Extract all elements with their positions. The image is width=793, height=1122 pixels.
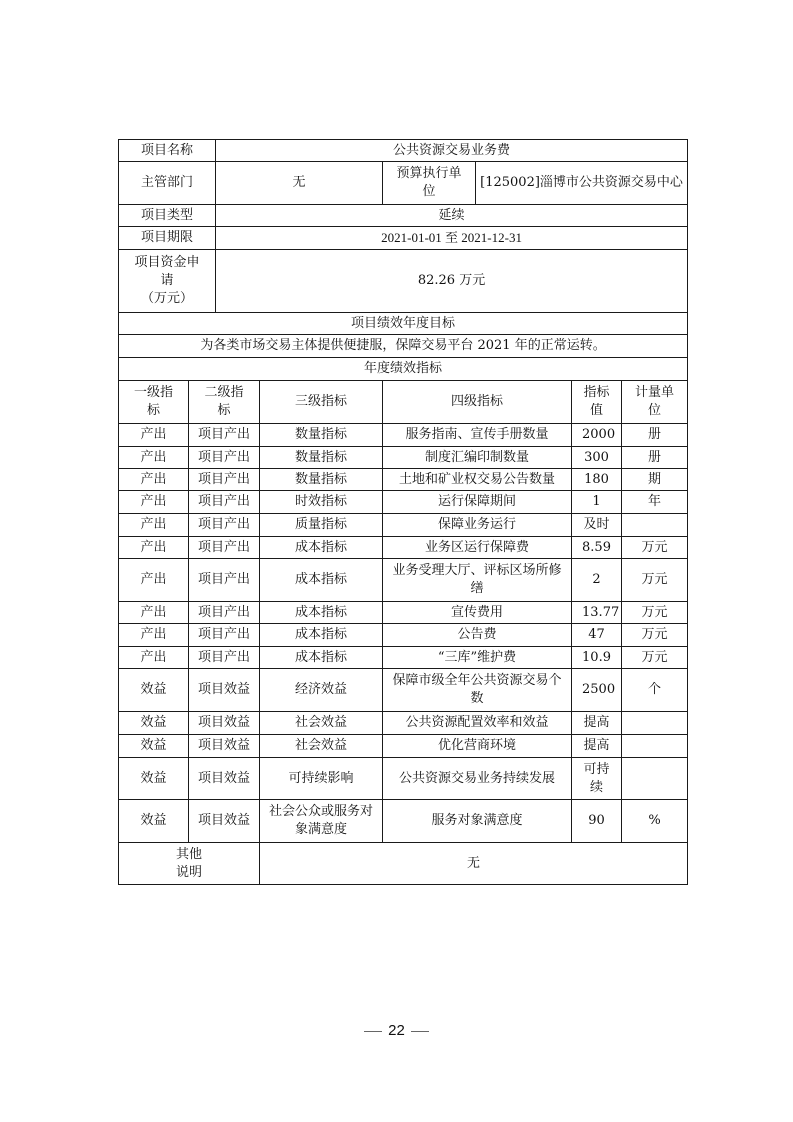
indicator-level1: 产出 bbox=[119, 602, 189, 624]
indicator-level4: 土地和矿业权交易公告数量 bbox=[383, 469, 572, 491]
indicator-level3: 数量指标 bbox=[260, 469, 383, 491]
project-name-label: 项目名称 bbox=[119, 140, 216, 162]
type-value: 延续 bbox=[216, 205, 688, 227]
indicator-row bbox=[119, 735, 688, 758]
indicator-unit: 期 bbox=[622, 469, 688, 491]
indicator-unit bbox=[622, 735, 688, 758]
indicator-level2: 项目产出 bbox=[189, 602, 260, 624]
indicator-row bbox=[119, 647, 688, 669]
indicator-level2: 项目产出 bbox=[189, 469, 260, 491]
indicator-row bbox=[119, 669, 688, 712]
exec-unit-label: 预算执行单位 bbox=[383, 162, 476, 205]
indicator-row bbox=[119, 424, 688, 447]
indicator-level2: 项目产出 bbox=[189, 514, 260, 537]
indicator-unit: 册 bbox=[622, 447, 688, 469]
indicator-level1: 产出 bbox=[119, 514, 189, 537]
indicator-level1: 效益 bbox=[119, 758, 189, 800]
indicator-level3: 成本指标 bbox=[260, 559, 383, 602]
period-label: 项目期限 bbox=[119, 227, 216, 250]
indicator-unit: 年 bbox=[622, 491, 688, 514]
col-header-level4: 四级指标 bbox=[383, 381, 572, 424]
indicator-level2: 项目产出 bbox=[189, 447, 260, 469]
indicator-level3: 成本指标 bbox=[260, 537, 383, 559]
indicator-level1: 效益 bbox=[119, 669, 189, 712]
col-header-value: 指标值 bbox=[572, 381, 622, 424]
row-department bbox=[119, 162, 688, 205]
indicator-level3: 质量指标 bbox=[260, 514, 383, 537]
indicator-level1: 效益 bbox=[119, 800, 189, 843]
indicator-level1: 产出 bbox=[119, 624, 189, 647]
goal-text: 为各类市场交易主体提供便捷服，保障交易平台 2021 年的正常运转。 bbox=[119, 335, 688, 358]
indicator-unit bbox=[622, 514, 688, 537]
indicator-level4: 业务受理大厅、评标区场所修缮 bbox=[383, 559, 572, 602]
indicator-unit: 万元 bbox=[622, 624, 688, 647]
indicator-unit: 个 bbox=[622, 669, 688, 712]
indicator-level4: 保障业务运行 bbox=[383, 514, 572, 537]
indicator-row bbox=[119, 602, 688, 624]
row-funds bbox=[119, 250, 688, 313]
indicator-level4: 优化营商环境 bbox=[383, 735, 572, 758]
indicator-value: 10.9 bbox=[572, 647, 622, 669]
indicator-level1: 产出 bbox=[119, 447, 189, 469]
indicator-unit bbox=[622, 758, 688, 800]
funds-label-line-2: 请 bbox=[160, 273, 174, 288]
indicator-level2: 项目效益 bbox=[189, 712, 260, 735]
indicator-level2: 项目效益 bbox=[189, 800, 260, 843]
indicator-level1: 产出 bbox=[119, 469, 189, 491]
indicator-level3: 数量指标 bbox=[260, 447, 383, 469]
indicator-value: 1 bbox=[572, 491, 622, 514]
indicator-row bbox=[119, 514, 688, 537]
row-other-notes bbox=[119, 843, 688, 885]
indicator-level4: 服务指南、宣传手册数量 bbox=[383, 424, 572, 447]
page-footer bbox=[0, 1022, 793, 1039]
indicator-level2: 项目产出 bbox=[189, 624, 260, 647]
indicator-level4: 公共资源配置效率和效益 bbox=[383, 712, 572, 735]
indicator-unit: 万元 bbox=[622, 559, 688, 602]
other-label bbox=[119, 843, 260, 885]
indicator-value: 2 bbox=[572, 559, 622, 602]
indicator-level1: 产出 bbox=[119, 559, 189, 602]
indicator-level4: 保障市级全年公共资源交易个数 bbox=[383, 669, 572, 712]
indicators-header-row bbox=[119, 381, 688, 424]
indicator-row bbox=[119, 447, 688, 469]
indicators-heading: 年度绩效指标 bbox=[119, 358, 688, 381]
indicator-value: 300 bbox=[572, 447, 622, 469]
indicator-level1: 产出 bbox=[119, 424, 189, 447]
dept-label: 主管部门 bbox=[119, 162, 216, 205]
indicator-value: 提高 bbox=[572, 712, 622, 735]
other-label-line-1: 其他 bbox=[176, 846, 203, 862]
performance-table bbox=[118, 139, 688, 885]
col-header-unit: 计量单位 bbox=[622, 381, 688, 424]
indicator-row bbox=[119, 537, 688, 559]
funds-label-line-3: （万元） bbox=[141, 291, 194, 306]
indicator-value: 2500 bbox=[572, 669, 622, 712]
indicator-level2: 项目产出 bbox=[189, 647, 260, 669]
indicator-level3: 经济效益 bbox=[260, 669, 383, 712]
indicator-level3: 可持续影响 bbox=[260, 758, 383, 800]
indicator-level4: 业务区运行保障费 bbox=[383, 537, 572, 559]
indicator-level2: 项目效益 bbox=[189, 669, 260, 712]
indicator-unit: 万元 bbox=[622, 602, 688, 624]
row-project-name bbox=[119, 140, 688, 162]
indicator-row bbox=[119, 469, 688, 491]
indicator-row bbox=[119, 712, 688, 735]
indicator-level2: 项目产出 bbox=[189, 559, 260, 602]
indicator-row bbox=[119, 624, 688, 647]
col-header-level2: 二级指标 bbox=[189, 381, 260, 424]
goal-heading: 项目绩效年度目标 bbox=[119, 313, 688, 335]
indicator-value: 47 bbox=[572, 624, 622, 647]
indicator-row bbox=[119, 559, 688, 602]
exec-unit-value: [125002]淄博市公共资源交易中心 bbox=[476, 162, 688, 205]
indicator-level1: 产出 bbox=[119, 537, 189, 559]
indicator-unit: 万元 bbox=[622, 537, 688, 559]
indicator-value: 及时 bbox=[572, 514, 622, 537]
other-label-line-2: 说明 bbox=[176, 864, 203, 880]
indicator-level4: 制度汇编印制数量 bbox=[383, 447, 572, 469]
funds-value: 82.26 万元 bbox=[216, 250, 688, 313]
indicator-level3: 成本指标 bbox=[260, 602, 383, 624]
indicator-unit bbox=[622, 712, 688, 735]
indicator-level3: 成本指标 bbox=[260, 624, 383, 647]
indicator-level4: 服务对象满意度 bbox=[383, 800, 572, 843]
indicator-level2: 项目效益 bbox=[189, 735, 260, 758]
indicator-level3: 成本指标 bbox=[260, 647, 383, 669]
indicator-row bbox=[119, 800, 688, 843]
indicator-value: 90 bbox=[572, 800, 622, 843]
indicator-value: 可持续 bbox=[572, 758, 622, 800]
indicator-level4: 公告费 bbox=[383, 624, 572, 647]
indicator-level4: “三库”维护费 bbox=[383, 647, 572, 669]
indicator-level3: 时效指标 bbox=[260, 491, 383, 514]
other-value: 无 bbox=[260, 843, 688, 885]
indicator-row bbox=[119, 491, 688, 514]
funds-label-line-1: 项目资金申 bbox=[134, 255, 200, 270]
indicator-rows bbox=[119, 424, 688, 843]
dept-value: 无 bbox=[216, 162, 383, 205]
row-goal-heading bbox=[119, 313, 688, 335]
indicator-value: 180 bbox=[572, 469, 622, 491]
indicator-level1: 产出 bbox=[119, 491, 189, 514]
footer-dash-left bbox=[364, 1031, 382, 1032]
indicator-level1: 效益 bbox=[119, 712, 189, 735]
indicator-level4: 宣传费用 bbox=[383, 602, 572, 624]
indicator-value: 提高 bbox=[572, 735, 622, 758]
funds-label bbox=[119, 250, 216, 313]
indicator-level4: 运行保障期间 bbox=[383, 491, 572, 514]
type-label: 项目类型 bbox=[119, 205, 216, 227]
footer-dash-right bbox=[411, 1031, 429, 1032]
indicator-level1: 产出 bbox=[119, 647, 189, 669]
row-indicators-heading bbox=[119, 358, 688, 381]
col-header-level3: 三级指标 bbox=[260, 381, 383, 424]
indicator-unit: 册 bbox=[622, 424, 688, 447]
indicator-level2: 项目产出 bbox=[189, 491, 260, 514]
indicator-value: 13.77 bbox=[572, 602, 622, 624]
indicator-value: 8.59 bbox=[572, 537, 622, 559]
indicator-level2: 项目产出 bbox=[189, 537, 260, 559]
indicator-level2: 项目效益 bbox=[189, 758, 260, 800]
indicator-level3: 社会效益 bbox=[260, 735, 383, 758]
indicator-level2: 项目产出 bbox=[189, 424, 260, 447]
page-number: 22 bbox=[388, 1022, 405, 1039]
row-goal-text bbox=[119, 335, 688, 358]
indicator-level3: 社会公众或服务对象满意度 bbox=[260, 800, 383, 843]
indicator-level1: 效益 bbox=[119, 735, 189, 758]
indicator-level3: 社会效益 bbox=[260, 712, 383, 735]
period-value: 2021-01-01 至 2021-12-31 bbox=[216, 227, 688, 250]
col-header-level1: 一级指标 bbox=[119, 381, 189, 424]
row-period bbox=[119, 227, 688, 250]
indicator-level4: 公共资源交易业务持续发展 bbox=[383, 758, 572, 800]
indicator-unit: 万元 bbox=[622, 647, 688, 669]
indicator-unit: % bbox=[622, 800, 688, 843]
indicator-value: 2000 bbox=[572, 424, 622, 447]
indicator-level3: 数量指标 bbox=[260, 424, 383, 447]
row-type bbox=[119, 205, 688, 227]
project-name-value: 公共资源交易业务费 bbox=[216, 140, 688, 162]
indicator-row bbox=[119, 758, 688, 800]
